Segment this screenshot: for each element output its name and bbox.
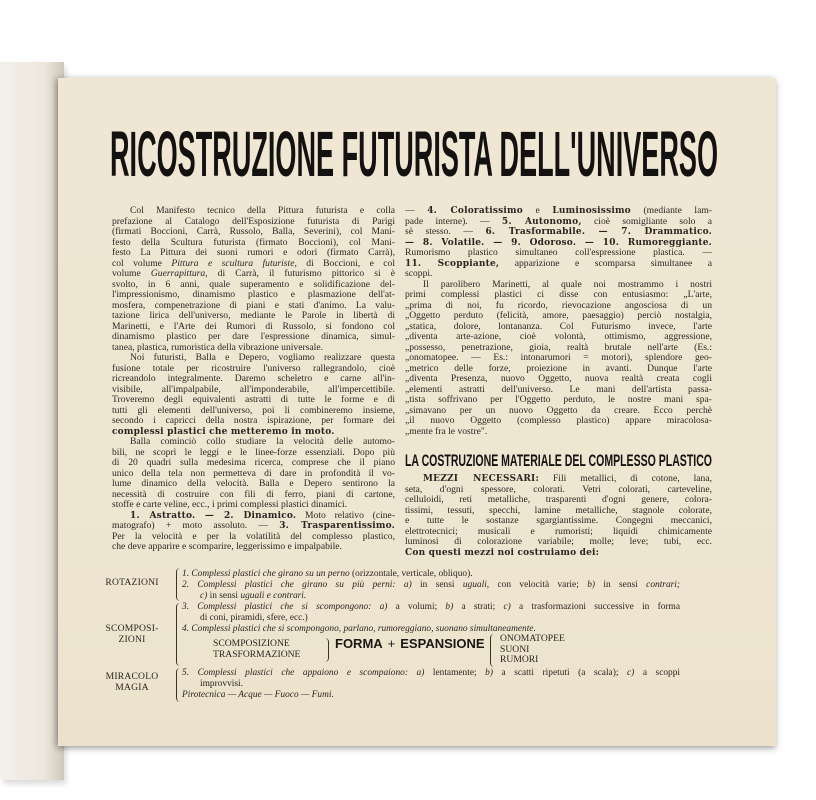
text-run: Per la velocità e per la volatilità del complesso plastico, [112, 530, 395, 542]
text-run: festo della Scultura futurista (firmato Boccioni), col Mani- [112, 236, 395, 248]
text-run: celluloidi, reti metalliche, trasparenti d'ogni genere, colora- [405, 494, 712, 505]
text-run: matografo) + moto assoluto. — [112, 520, 280, 531]
text-run: col volume [112, 257, 172, 269]
bold-text: 5. Autonomo, [501, 216, 582, 227]
text-line [182, 679, 680, 690]
text-run: „metrico delle forze, proiezione in avanti. Dunque l'arte [405, 362, 712, 374]
paragraph [182, 569, 680, 580]
formula-espansione: ESPANSIONE [400, 636, 485, 651]
text-run: „statica, dolore, lontananza. Col Futurismo invece, l'arte [405, 320, 712, 332]
formula-right [500, 634, 565, 666]
bold-text: 1. Astratto. — 2. Dinamico. [130, 510, 297, 521]
text-run: sè stesso. — [405, 226, 486, 237]
text-run: apparizione e scomparsa simultanee a [499, 257, 713, 269]
text-run: Moto relativo (cine- [296, 509, 396, 521]
text-run: prefazione al Catalogo dell'Esposizione futurista di Parigi [112, 215, 395, 227]
text-run: necessità di costruire con fili di ferro, piani di cartone, [112, 488, 395, 500]
paragraph [182, 602, 680, 624]
italic-text: Pittura e scultura futuriste [171, 257, 295, 269]
formula-term: ONOMATOPEE [500, 633, 565, 644]
italic-text: 3. Complessi plastici che si scompongono: a) [182, 602, 388, 612]
text-run: „diventa Presenza, nuovo Oggetto, nuova realtà creata cogli [405, 373, 712, 384]
text-run: improvvisi. [200, 679, 243, 689]
text-run: luminosi di colorazione variabile; molle; leve; tubi, ecc. [405, 536, 712, 547]
bold-text: 11. Scoppiante, [405, 258, 500, 269]
text-run: tissimi, tessuti, specchi, lamine metalliche, stagnole colorate, [405, 504, 712, 516]
text-run: l'impressionismo, dinamismo plastico e plasmazione dell'at- [112, 289, 395, 300]
bold-text: 6. Trasformabile. — 7. Drammatico. [485, 227, 712, 237]
text-run: dinamismo plastico per dare l'espressione dinamica, simul- [112, 331, 395, 342]
text-line [182, 591, 680, 602]
text-run: unico della tela non permetteva di dare in profondità il vo- [112, 467, 395, 479]
text-run: „tista soffrivano per l'Oggetto perduto, le nostre mani spa- [405, 394, 712, 405]
italic-text: c) [200, 591, 208, 601]
text-run: fusione totale per ricostruire l'universo rallegrandolo, cioè [112, 362, 395, 374]
label-line: MIRACOLO [105, 671, 159, 682]
text-run: Noi futuristi, Balla e Depero, vogliamo realizzare questa [130, 352, 395, 363]
text-run: di coni, piramidi, sfere, ecc.) [200, 613, 308, 623]
categories-table [58, 78, 776, 746]
text-run: tutti gli elementi dell'universo, poi li combineremo insieme, [112, 404, 395, 416]
text-run: „mente fra le vostre". [405, 425, 488, 437]
items-miracolo [182, 668, 680, 701]
bold-text: Luminosissimo [552, 206, 631, 216]
italic-text: b) [445, 602, 454, 612]
category-label-miracolo [96, 672, 168, 693]
items-scomposizioni [182, 602, 680, 635]
text-run: in sensi [595, 580, 647, 590]
document-page [58, 78, 776, 746]
bold-text: 3. Trasparentissimo. [279, 521, 396, 531]
text-run: e tutte le sostanze sgargiantissime. Congegni meccanici, [405, 515, 712, 526]
text-line [182, 668, 680, 679]
text-run: cioè somigliante solo a [581, 215, 712, 227]
text-run: scoppi. [405, 268, 433, 279]
paragraph [182, 580, 680, 602]
text-run: Balla cominciò collo studiare la velocità delle automo- [130, 436, 395, 447]
italic-text: b) [587, 580, 595, 590]
paragraph [182, 668, 680, 690]
section-heading-text: LA COSTRUZIONE MATERIALE DEL COMPLESSO PLASTICO [405, 451, 712, 470]
text-run: e [522, 205, 553, 216]
text-run: pade interne). — [405, 215, 502, 227]
text-run: „simavano per un nuovo Oggetto da creare. Ecco perchè [405, 404, 712, 416]
text-run: di Carrà, il futurismo pittorico si è [207, 268, 395, 279]
text-run: tazione lirica dell'universo, mediante le Parole in libertà di [112, 310, 395, 321]
label-line: ZIONI [118, 633, 146, 645]
text-line [182, 613, 680, 624]
items-rotazioni [182, 569, 680, 602]
text-run: seta, d'ogni spessore, colorati. Vetri colorati, carteveline, [405, 483, 712, 495]
text-run: che deve apparire e scomparire, leggerissimo e impalpabile. [112, 541, 342, 552]
italic-text: uguali e contrari. [240, 591, 307, 601]
paragraph [182, 690, 680, 701]
text-run: con velocità varie; [489, 580, 588, 590]
italic-text: c) [503, 602, 511, 612]
text-run: , di Boccioni, e col [294, 257, 396, 269]
text-run: secondo i capricci della nostra ispirazione, per formare dei [112, 415, 395, 426]
text-run: mosfera, compenetrazione di piani e stati d'animo. La valu- [112, 299, 395, 311]
text-run: stoffe e carte veline, ecc., i primi complessi plastici dinamici. [112, 499, 348, 510]
italic-text: 5. Complessi plastici che appaiono e scompaiono: a) [182, 668, 425, 678]
text-run: (orizzontale, verticale, obliquo). [349, 569, 473, 579]
formula-term: SCOMPOSIZIONE [213, 638, 290, 649]
text-run: a trasformazioni successive in forma [510, 602, 680, 612]
text-run: Rumorismo plastico simultaneo coll'espressione plastica. — [405, 247, 712, 258]
text-run: Il parolibero Marinetti, al quale noi mostrammo i nostri [423, 278, 712, 290]
bold-text: Con questi mezzi noi costruiamo dei: [405, 547, 600, 558]
text-run: festo La Pittura dei suoni rumori e odori (firmato Carrà), [112, 247, 395, 258]
text-run: di 20 quadri sulla medesima ricerca, comprese che il piano [112, 457, 395, 468]
text-run: primi complessi plastici ci disse con entusiasmo: „L'arte, [405, 289, 712, 300]
text-run: a strati; [453, 602, 504, 612]
text-run: Col Manifesto tecnico della Pittura futurista e colla [130, 205, 395, 216]
text-run: in sensi [207, 591, 241, 601]
text-run: (firmati Boccioni, Carrà, Russolo, Balla, Severini), col Mani- [112, 226, 395, 237]
text-line [182, 569, 680, 580]
formula-term: RUMORI [500, 654, 539, 666]
paragraph [182, 624, 680, 635]
text-run: bili, ne scoprì le leggi e le linee-forze essenziali. Dopo più [112, 446, 395, 458]
italic-text: c) [627, 668, 635, 678]
text-line [182, 624, 680, 635]
category-label-scomposizioni [96, 624, 168, 645]
text-line [182, 580, 680, 591]
bold-text: — 8. Volatile. — 9. Odoroso. — 10. Rumoreggiante. [405, 237, 712, 248]
brace-formula-right [490, 634, 496, 667]
text-run: Fili metallici, di cotone, lana, [539, 473, 712, 484]
text-run: „onomatopee. — Es.: intonarumori = motori), splendore geo- [405, 352, 712, 363]
text-run: Troveremo degli equivalenti astratti di tutte le forme e di [112, 394, 395, 405]
italic-text: 1. Complessi plastici che girano su un perno [182, 569, 350, 579]
text-line [182, 690, 680, 701]
italic-text: b) [485, 668, 493, 678]
text-run: a scoppi [634, 668, 681, 678]
title-text: RICOSTRUZIONE FUTURISTA DELL'UNIVERSO [110, 118, 718, 190]
text-run: in sensi [411, 580, 463, 590]
label-line: MAGIA [115, 681, 149, 693]
label-line: ROTAZIONI [105, 577, 159, 588]
text-run: volume [112, 268, 151, 279]
text-run: „diventa arte-azione, cioè volontà, ottimismo, aggressione, [405, 331, 712, 342]
brace-formula-left [323, 638, 329, 662]
text-run: „il nuovo Oggetto (complesso plastico) appare miracolosa- [405, 415, 712, 426]
facing-page-edge [0, 62, 64, 780]
text-run: svolto, in 6 anni, quale superamento e solidificazione del- [112, 278, 395, 290]
text-run: a scatti ripetuti (a scala); [492, 668, 627, 678]
italic-text: Guerrapittura, [150, 268, 208, 279]
text-run: visibile, all'impalpabile, all'imponderabile, all'impercettibile. [112, 383, 395, 395]
formula-center [335, 638, 485, 649]
bold-text: MEZZI NECESSARI: [423, 474, 539, 484]
formula-term: TRASFORMAZIONE [213, 648, 301, 660]
text-run: „possesso, penetrazione, gioia, realtà brutale nell'arte (Es.: [405, 341, 712, 353]
text-run: lentamente; [424, 668, 486, 678]
text-run: tanea, plastica, rumoristica della vibrazione universale. [112, 341, 323, 353]
text-run: ricreandolo integralmente. Daremo scheletro e carne all'in- [112, 373, 395, 384]
text-run: „prima di noi, fu ricordo, rievocazione angosciosa di un [405, 299, 712, 311]
text-run: „Oggetto perduto (felicità, amore, paesaggio) perciò nostalgia, [405, 310, 712, 321]
formula-plus: + [387, 636, 396, 651]
italic-text: uguali, [462, 580, 490, 590]
italic-text: contrari; [646, 580, 681, 590]
text-run: — [405, 205, 428, 216]
formula-term: SUONI [500, 643, 530, 655]
text-run: a volumi; [387, 602, 446, 612]
italic-text: 4. Complessi plastici che si scompongono, parlano, rumoreggiano, suonano simultaneamente. [182, 624, 536, 634]
bold-text: complessi plastici che metteremo in moto. [112, 426, 335, 437]
formula-left [213, 639, 300, 660]
text-line [182, 602, 680, 613]
formula-forma: FORMA [335, 636, 383, 651]
text-run: Marinetti, e l'Arte dei Rumori di Russolo, si fondono col [112, 320, 395, 332]
text-run: elettrotecnici; musicali e rumoristi; liquidi chimicamente [405, 525, 712, 537]
label-line: SCOMPOSI- [105, 623, 159, 634]
italic-text: Pirotecnica — Acque — Fuoco — Fumi. [182, 690, 334, 700]
text-run: (mediante lam- [630, 205, 712, 216]
category-label-rotazioni [96, 578, 168, 589]
text-run: „elementi astratti dell'universo. Le mani dell'artista passa- [405, 383, 712, 395]
bold-text: 4. Coloratissimo [427, 206, 523, 216]
italic-text: 2. Complessi plastici che girano su più perni: a) [182, 580, 412, 590]
text-run: lume dinamico della velocità. Balla e Depero sentirono la [112, 478, 395, 489]
